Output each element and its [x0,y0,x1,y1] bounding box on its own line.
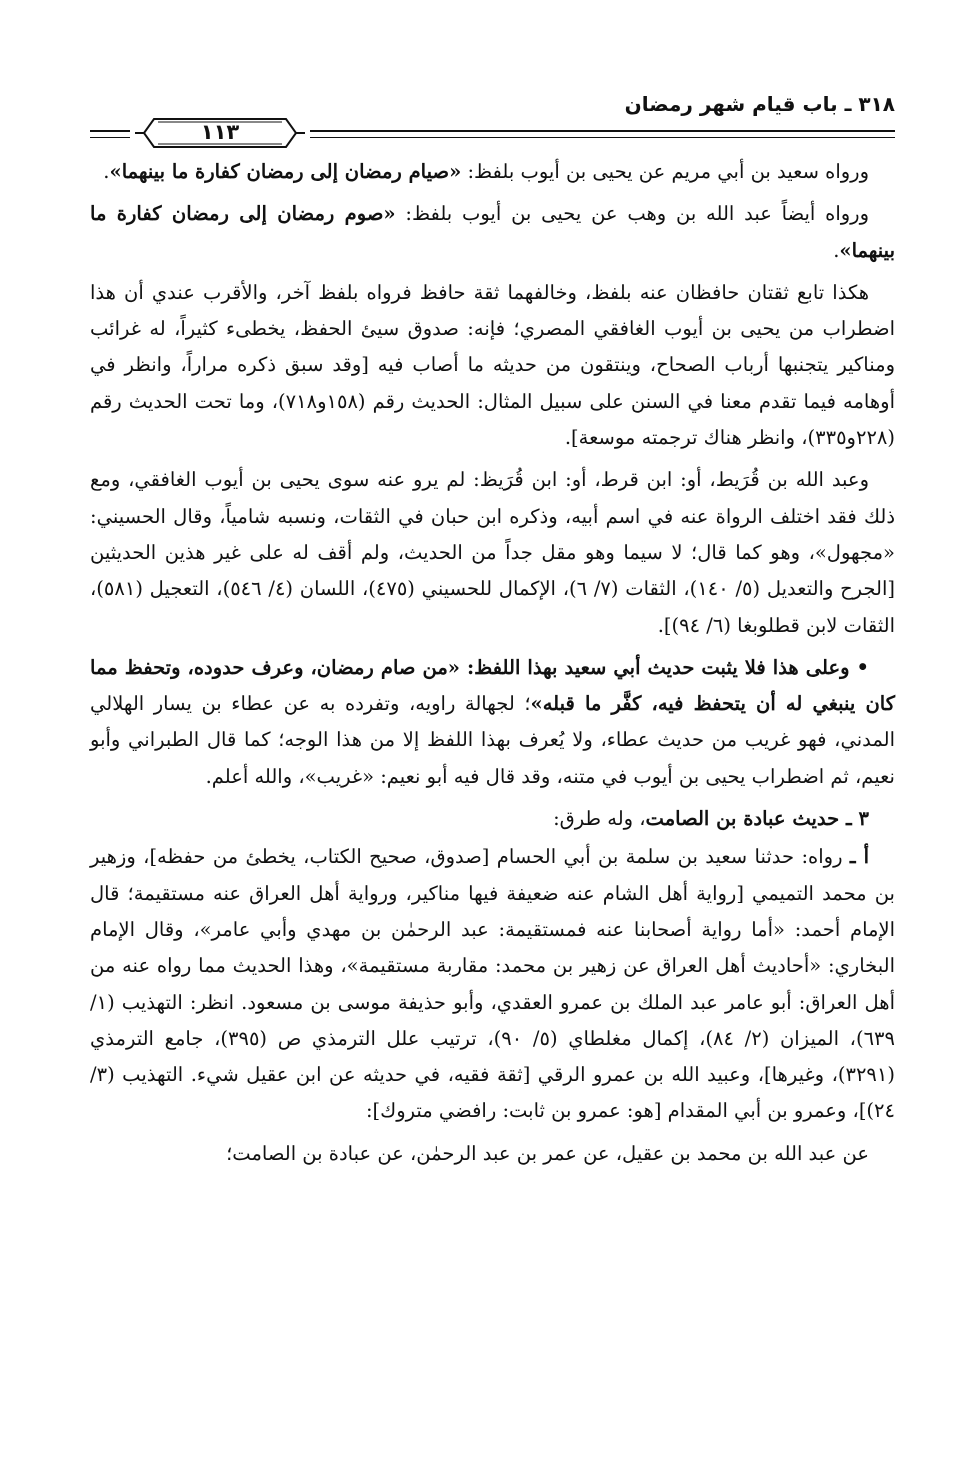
paragraph-1 [90,154,895,190]
header-rule-right [310,130,895,138]
paragraph-text: . [833,238,840,262]
header-rule-left [90,130,130,138]
paragraph-5 [90,650,895,795]
paragraph-4 [90,462,895,643]
page-number: ١١٣ [200,120,240,144]
paragraph-text: عن عبد الله بن محمد بن عقيل، عن عمر بن عبد الرحمٰن، عن عبادة بن الصامت؛ [226,1141,869,1165]
item-marker: أ ـ [849,845,870,869]
hadith-quote: «صيام رمضان إلى رمضان كفارة ما بينهما» [109,160,462,183]
paragraph-text: هكذا تابع ثقتان حافظان عنه بلفظ، وخالفهما ثقة حافظ فرواه بلفظ آخر، والأقرب عندي أن هذا اضطراب من يحيى بن أيوب الغافقي المصري؛ فإنه: صدوق سيئ الحفظ، يخطىء كثيراً، له غرائب ومناكير يتجنبها أرباب الصحاح، وينتقون من حديثه ما أصاب فيه [وقد سبق ذكره مراراً، وانظر في أوهامه فيما تقدم معنا في السنن على سبيل المثال: الحديث رقم (١٥٨و٧١٨)، وما تحت الحديث رقم (٢٢٨و٣٣٥)، وانظر هناك ترجمته موسعة]. [90,280,895,450]
paragraph-text: رواه: حدثنا سعيد بن سلمة بن أبي الحسام [صدوق، صحيح الكتاب، يخطئ من حفظه]، وزهير بن محمد التميمي [رواية أهل الشام عنه ضعيفة فيها مناكير، ورواية أهل العراق عنه مستقيمة؛ قال الإمام أحمد: «أما رواية أصحابنا عنه فمستقيمة: عبد الرحمٰن بن مهدي وأبي عامر»، وقال الإمام البخاري: «أحاديث أهل العراق عن زهير بن محمد: مقاربة مستقيمة»، وهذا الحديث مما رواه عنه من أهل العراق: أبو عامر عبد الملك بن عمرو العقدي، وأبو حذيفة موسى بن مسعود. انظر: التهذيب (١/ ٦٣٩)، الميزان (٢/ ٨٤)، إكمال مغلطاي (٥/ ٩٠)، ترتيب علل الترمذي ص (٣٩٥)، جامع الترمذي (٣٢٩١)، وغيرها]، وعبيد الله بن عمرو الرقي [ثقة فقيه، في حديثه عن ابن عقيل شيء. التهذيب (٣/ ٢٤)]، وعمرو بن أبي المقدام [هو: عمرو بن ثابت: رافضي متروك]: [90,845,895,1123]
hadith-quote: «صوم رمضان إلى رمضان كفارة ما بينهما» [90,202,895,262]
paragraph-6 [90,801,895,837]
paragraph-text: ؛ لجهالة راويه، وتفرده به عن عطاء بن يسار الهلالي المدني، فهو غريب من حديث عطاء، ولا يُعرف بهذا اللفظ إلا من هذا الوجه؛ كما قال الطبراني وأبو نعيم، ثم اضطراب يحيى بن أيوب في متنه، وقد قال فيه أبو نعيم: «غريب»، والله أعلم. [90,692,895,788]
paragraph-3 [90,275,895,456]
paragraph-text: . [103,160,110,183]
ruling-statement: • وعلى هذا فلا يثبت حديث أبي سعيد بهذا اللفظ: «من صام رمضان، وعرف حدوده، وتحفظ مما كان ينبغي له أن يتحفظ فيه، كفَّر ما قبله» [90,655,896,716]
paragraph-8 [90,1136,895,1172]
page-number-badge [132,114,308,152]
section-heading: ٣ ـ حديث عبادة بن الصامت [645,807,869,831]
paragraph-text: وعبد الله بن قُرَيط، أو: ابن قرط، أو: ابن قُرَيظ: لم يرو عنه سوى يحيى بن أيوب الغافقي، ومع ذلك فقد اختلف الرواة عنه في اسم أبيه، وذكره ابن حبان في الثقات، ونسبه شامياً، وقال الحسيني: «مجهول»، وهو كما قال؛ لا سيما وهو مقل جداً من الحديث، ولم أقف له على غير هذين الحديثين [الجرح والتعديل (٥/ ١٤٠)، الثقات (٧/ ٦)، الإكمال للحسيني (٤٧٥)، اللسان (٤/ ٥٤٦)، التعجيل (٥٨١)، الثقات لابن قطلوبغا (٦/ ٩٤)]. [90,468,895,637]
document-page [90,92,895,1178]
page-header [90,92,895,154]
paragraph-text: ورواه أيضاً عبد الله بن وهب عن يحيى بن أيوب بلفظ: [395,202,870,226]
paragraph-7 [90,839,895,1129]
running-title: ٣١٨ ـ باب قيام شهر رمضان [624,92,895,116]
paragraph-2 [90,196,895,269]
document-body [90,154,895,1172]
paragraph-text: ، وله طرق: [553,807,646,831]
paragraph-text: ورواه سعيد بن أبي مريم عن يحيى بن أيوب بلفظ: [461,160,869,183]
